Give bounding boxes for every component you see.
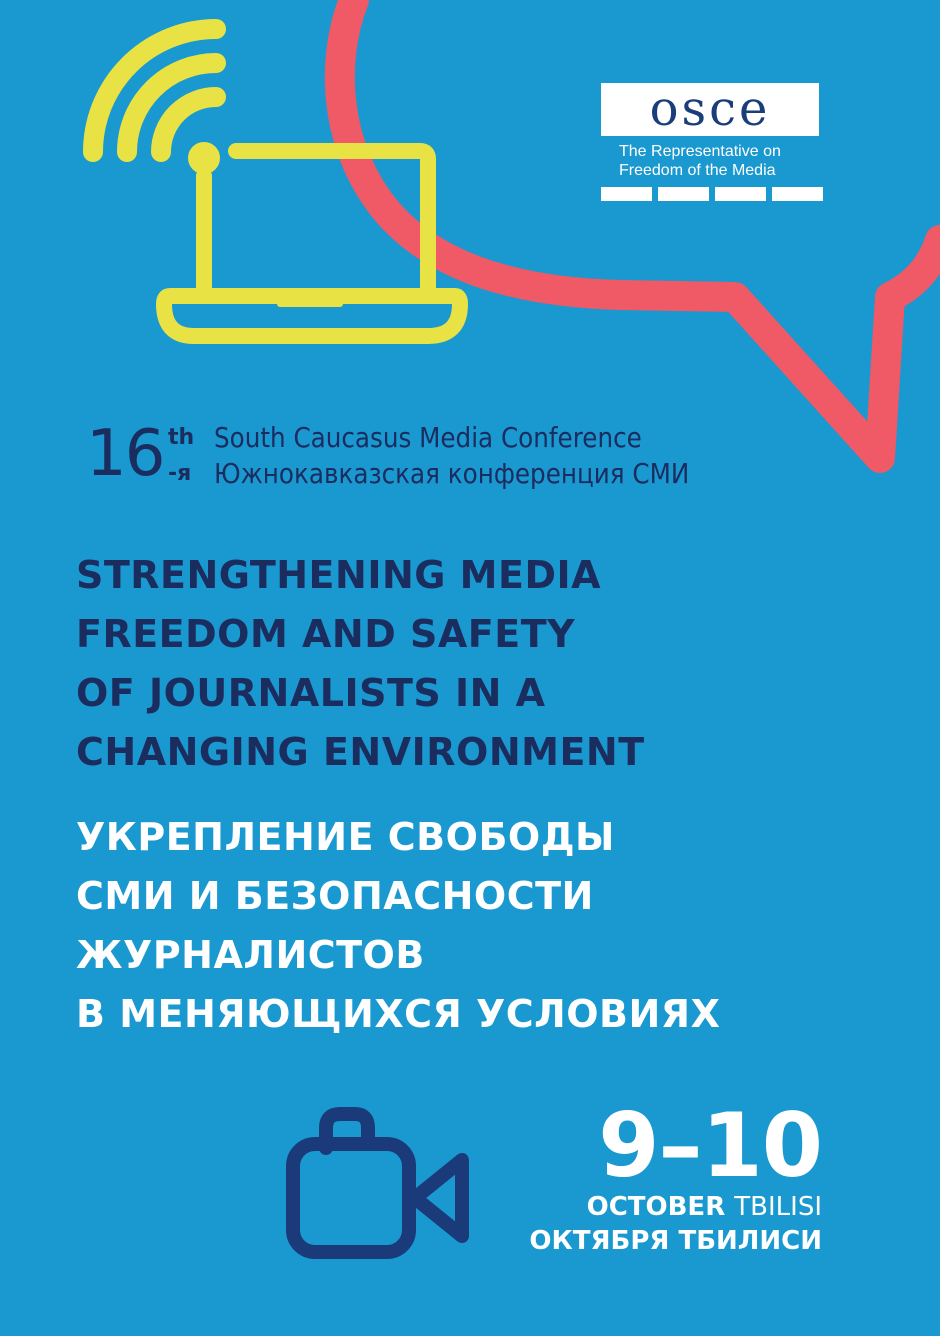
video-camera-icon xyxy=(293,1114,462,1252)
event-date xyxy=(529,1094,822,1258)
osce-logo xyxy=(601,83,823,201)
date-line-en xyxy=(529,1190,822,1224)
logo-subtitle-line-1: The Representative on xyxy=(619,143,781,160)
heading-en-line: OF JOURNALISTS IN A xyxy=(76,671,546,715)
city-en: TBILISI xyxy=(734,1192,822,1222)
month-en: OCTOBER xyxy=(586,1192,726,1222)
conference-title-ru: Южнокавказская конференция СМИ xyxy=(214,457,690,490)
heading-en xyxy=(76,546,645,782)
heading-en-line: FREEDOM AND SAFETY xyxy=(76,612,576,656)
heading-en-line: CHANGING ENVIRONMENT xyxy=(76,730,645,774)
edition-suffix-en: th xyxy=(168,425,195,450)
month-ru: ОКТЯБРЯ xyxy=(529,1226,670,1256)
heading-ru-line: УКРЕПЛЕНИЕ СВОБОДЫ xyxy=(76,815,615,859)
osce-wordmark: osce xyxy=(601,83,819,136)
heading-ru-line: СМИ И БЕЗОПАСНОСТИ xyxy=(76,874,594,918)
heading-ru xyxy=(76,808,720,1044)
heading-en-line: STRENGTHENING MEDIA xyxy=(76,553,602,597)
conference-title xyxy=(86,418,806,498)
logo-subtitle-line-2: Freedom of the Media xyxy=(619,162,776,179)
conference-title-en: South Caucasus Media Conference xyxy=(214,421,642,454)
wifi-laptop-icon xyxy=(93,29,460,336)
city-ru: ТБИЛИСИ xyxy=(678,1226,822,1256)
edition-suffix-ru: -я xyxy=(168,461,192,486)
logo-bars xyxy=(601,187,823,201)
date-line-ru xyxy=(529,1224,822,1258)
edition-number: 16 xyxy=(86,417,164,491)
heading-ru-line: ЖУРНАЛИСТОВ xyxy=(76,933,425,977)
date-range: 9–10 xyxy=(598,1094,822,1197)
heading-ru-line: В МЕНЯЮЩИХСЯ УСЛОВИЯХ xyxy=(76,992,721,1036)
